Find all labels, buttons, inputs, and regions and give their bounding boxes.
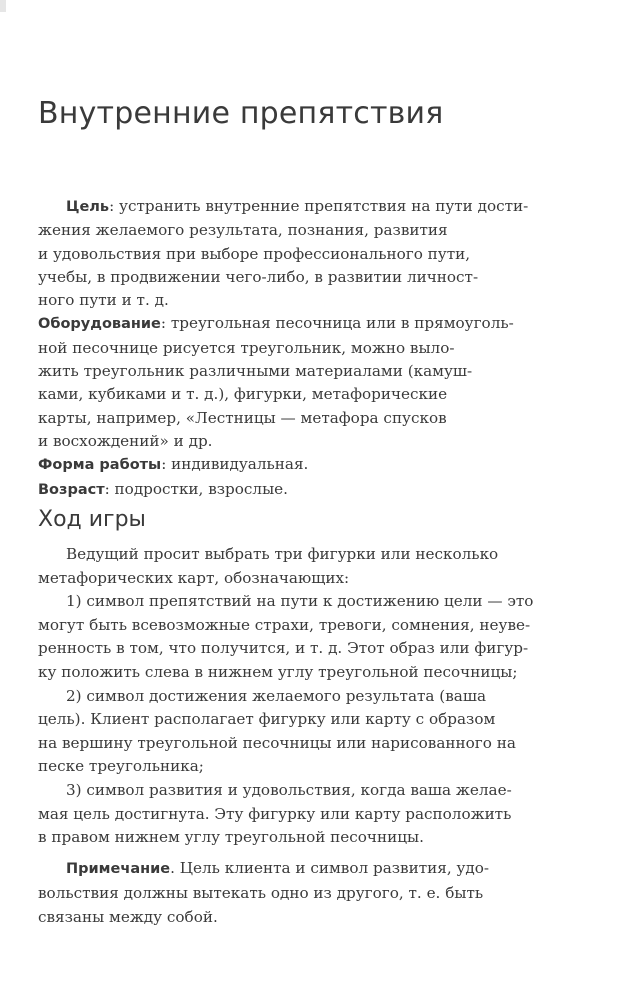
text-line: и удовольствия при выборе профессионального пути, bbox=[38, 244, 471, 263]
text-line: ного пути и т. д. bbox=[38, 291, 169, 310]
paragraph bbox=[38, 543, 586, 590]
work-form-entry bbox=[38, 453, 586, 477]
text-line: 1) символ препятствий на пути к достижению цели — это bbox=[66, 592, 534, 611]
text-line: мая цель достигнута. Эту фигурку или карту расположить bbox=[38, 804, 512, 823]
text-line: могут быть всевозможные страхи, тревоги, сомнения, неуве- bbox=[38, 615, 531, 634]
text-line: учебы, в продвижении чего-либо, в развитии личност- bbox=[38, 267, 479, 286]
text-line: жить треугольник различными материалами (камуш- bbox=[38, 362, 473, 381]
text-line: Цель: устранить внутренние препятствия на пути дости- bbox=[66, 197, 529, 215]
goal-label: Цель bbox=[66, 199, 110, 215]
scan-corner-mark bbox=[0, 0, 6, 12]
game-procedure bbox=[38, 543, 586, 850]
section-heading: Ход игры bbox=[38, 507, 146, 532]
paragraph bbox=[38, 590, 586, 684]
text-line: 2) символ достижения желаемого результата (ваша bbox=[66, 686, 486, 705]
text-line: ками, кубиками и т. д.), фигурки, метафорические bbox=[38, 385, 448, 404]
age-label: Возраст bbox=[38, 481, 105, 498]
exercise-meta bbox=[38, 195, 586, 502]
equipment-label: Оборудование bbox=[38, 316, 161, 333]
text-line: ку положить слева в нижнем углу треугольной песочницы; bbox=[38, 662, 518, 681]
text-line: Ведущий просит выбрать три фигурки или несколько bbox=[66, 545, 499, 563]
text-line: песке треугольника; bbox=[38, 757, 204, 776]
text-line: ной песочнице рисуется треугольник, можно выло- bbox=[38, 338, 455, 357]
text-line: и восхождений» и др. bbox=[38, 431, 213, 450]
text-line: ренность в том, что получится, и т. д. Этот образ или фигур- bbox=[38, 639, 529, 658]
text-line: Примечание. Цель клиента и символ развития, удо- bbox=[66, 859, 490, 877]
text-line: Возраст: подростки, взрослые. bbox=[38, 479, 288, 498]
goal-entry bbox=[38, 195, 586, 312]
text-line: метафорических карт, обозначающих: bbox=[38, 568, 350, 587]
text-line: цель). Клиент располагает фигурку или карту с образом bbox=[38, 710, 496, 729]
text-line: вольствия должны вытекать одно из другого, т. е. быть bbox=[38, 884, 484, 902]
text-line: в правом нижнем углу треугольной песочницы. bbox=[38, 828, 424, 847]
age-entry bbox=[38, 478, 586, 502]
note-block bbox=[38, 856, 586, 929]
text-line: жения желаемого результата, познания, развития bbox=[38, 221, 448, 240]
text-line: карты, например, «Лестницы — метафора спусков bbox=[38, 408, 447, 427]
text-line: связаны между собой. bbox=[38, 908, 218, 926]
work-form-label: Форма работы bbox=[38, 457, 162, 474]
paragraph bbox=[38, 779, 586, 850]
text-line: на вершину треугольной песочницы или нарисованного на bbox=[38, 733, 516, 752]
note-label: Примечание bbox=[66, 861, 171, 877]
equipment-entry bbox=[38, 312, 586, 453]
text-line: Оборудование: треугольная песочница или в прямоуголь- bbox=[38, 314, 514, 333]
text-line: Форма работы: индивидуальная. bbox=[38, 455, 309, 474]
page-title: Внутренние препятствия bbox=[38, 96, 444, 131]
text-line: 3) символ развития и удовольствия, когда ваша желае- bbox=[66, 780, 512, 799]
paragraph bbox=[38, 685, 586, 779]
